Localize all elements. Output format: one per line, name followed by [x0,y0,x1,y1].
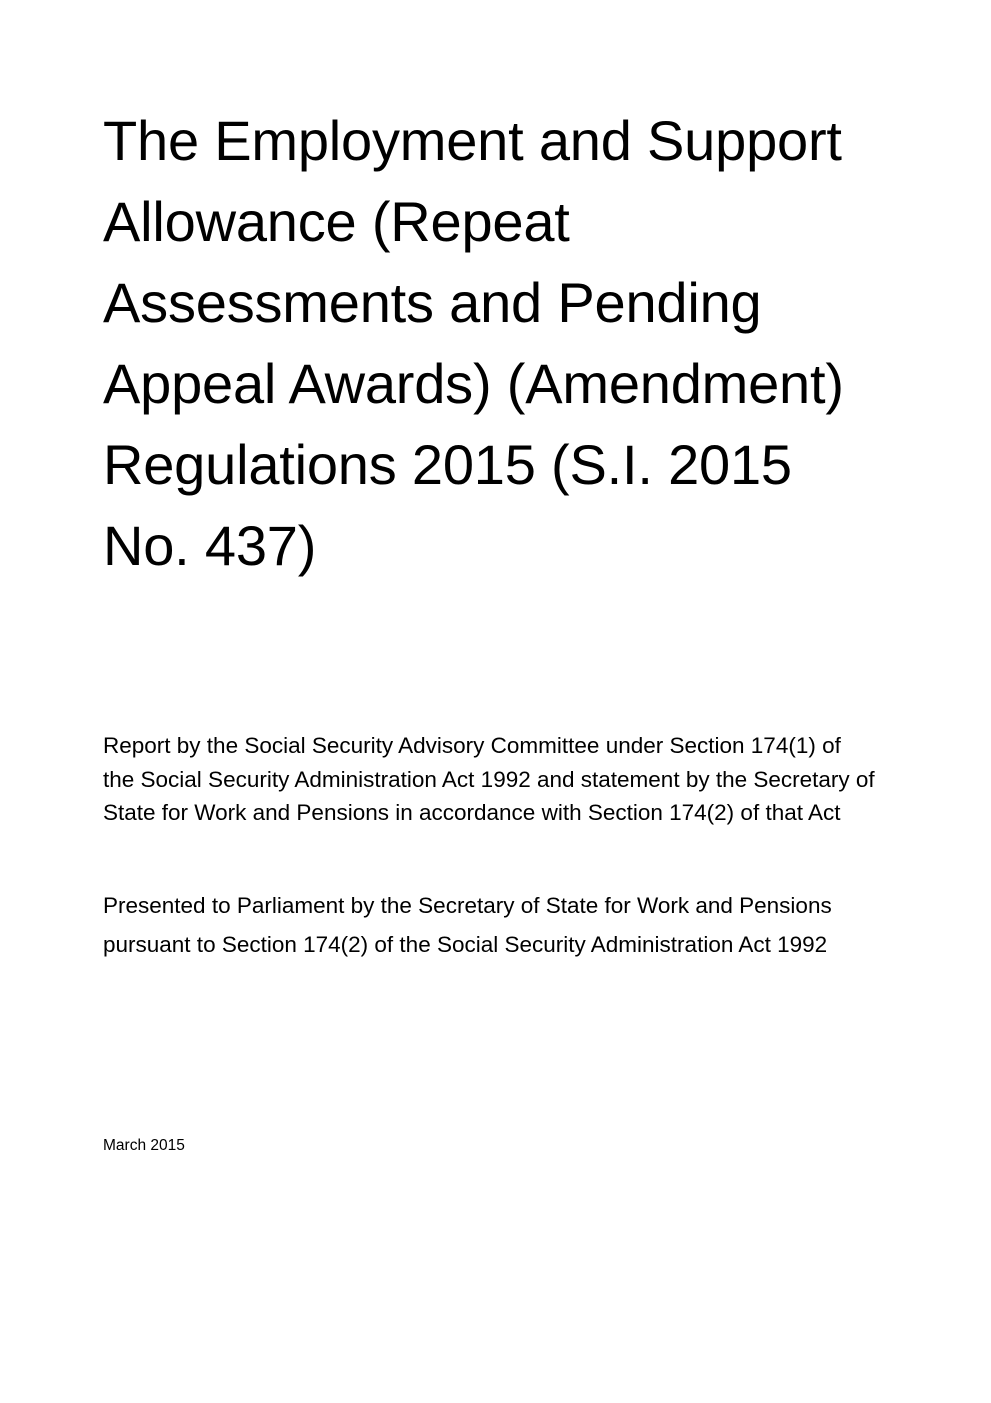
publication-date: March 2015 [103,1136,185,1154]
report-description-paragraph: Report by the Social Security Advisory Committee under Section 174(1) of the Social Security Administration Act 1992 and statement by the Secretary of State for Work and Pensions in accordance with Section 174(2) of that Act [103,733,875,825]
page-title: The Employment and Support Allowance (Repeat Assessments and Pending Appeal Awards) (Amendment) Regulations 2015 (S.I. 2015 No. 437) [103,109,844,577]
presentation-statement-paragraph: Presented to Parliament by the Secretary of State for Work and Pensions pursuant to Section 174(2) of the Social Security Administration Act 1992 [103,892,832,957]
page-content [103,0,893,1156]
